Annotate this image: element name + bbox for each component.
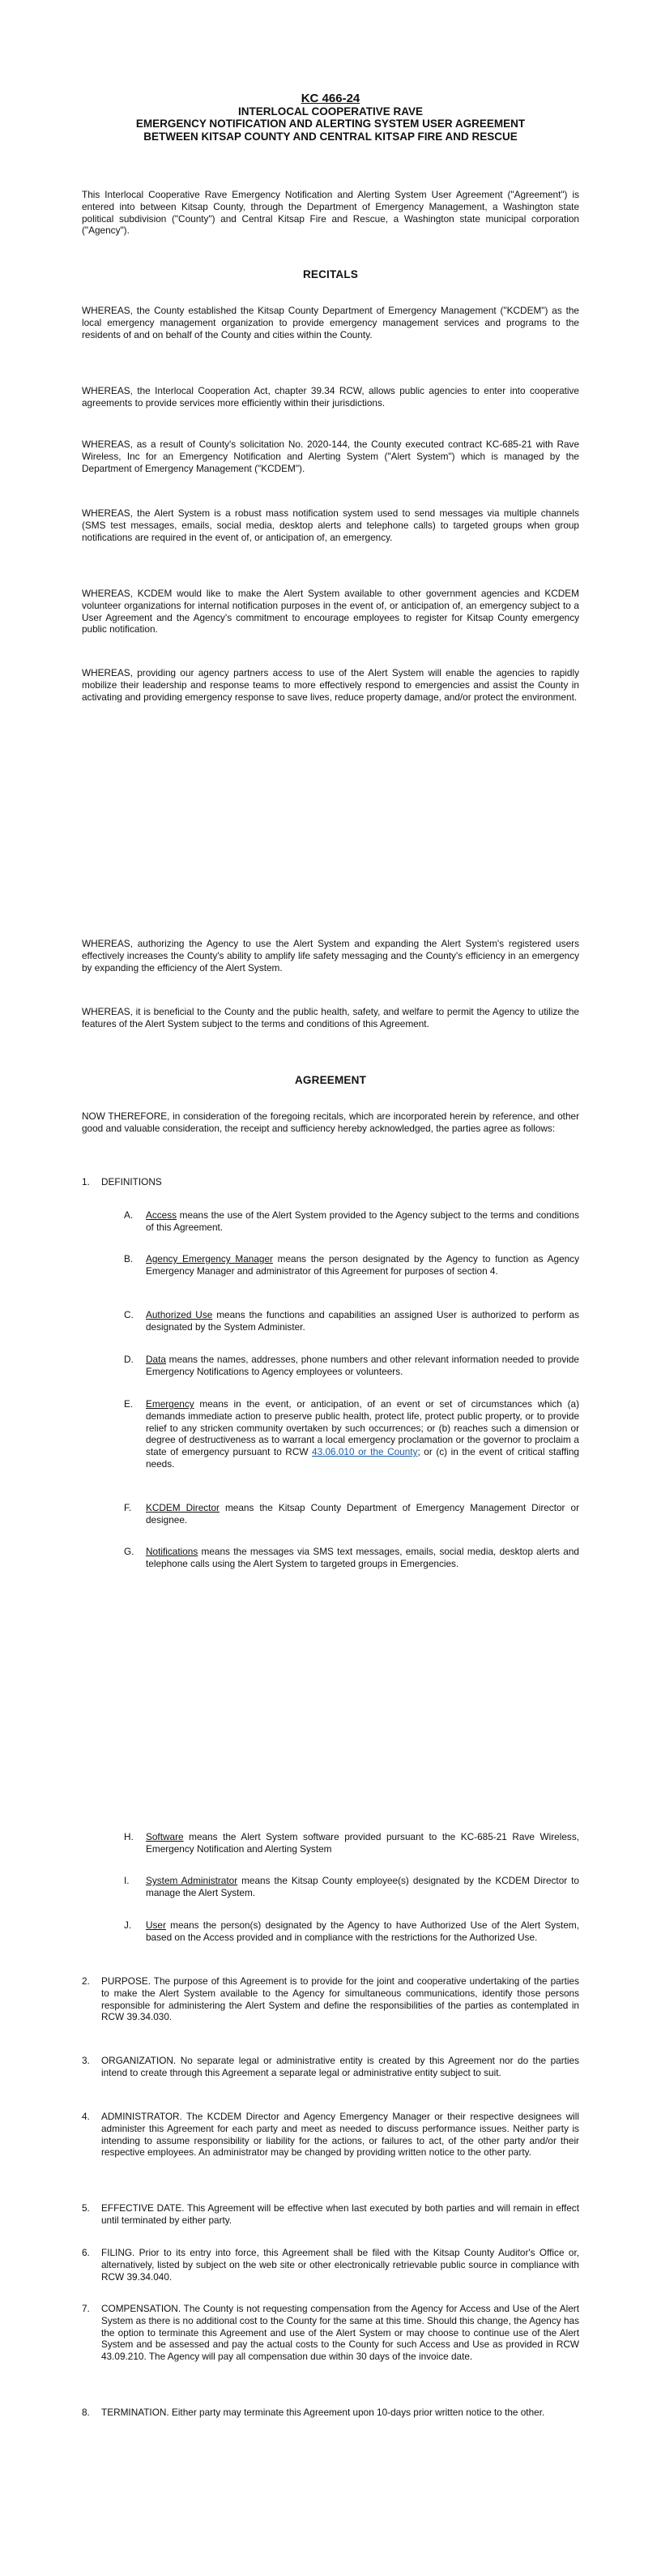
section-number-4: 4.	[82, 2111, 90, 2122]
section-number-1: 1.	[82, 1176, 90, 1187]
intro-paragraph: This Interlocal Cooperative Rave Emergency Notification and Alerting System User Agreement ("Agreement") is entered into between Kitsap County, through the Department of Emergency Management, a Washington state political subdivision ("County") and Central Kitsap Fire and Rescue, a Washington state municipal corporation ("Agency").	[82, 189, 579, 237]
definition-notifications	[146, 1546, 579, 1570]
definition-software	[146, 1831, 579, 1855]
definition-text: means the Alert System software provided pursuant to the KC-685-21 Rave Wireless, Emergency Notification and Alerting System	[146, 1831, 579, 1855]
definition-term: Authorized Use	[146, 1309, 213, 1320]
recital-paragraph-7: WHEREAS, authorizing the Agency to use the Alert System and expanding the Alert System's registered users effectively increases the County's ability to amplify life safety messaging and the County's efficiency in an emergency by expanding the efficiency of the Alert System.	[82, 938, 579, 973]
agreement-intro: NOW THEREFORE, in consideration of the foregoing recitals, which are incorporated herein by reference, and other good and valuable consideration, the receipt and sufficiency hereby acknowledged, the parties agree as follows:	[82, 1110, 579, 1134]
recital-paragraph-4: WHEREAS, the Alert System is a robust mass notification system used to send messages via multiple channels (SMS test messages, emails, social media, desktop alerts and telephone calls) to targeted groups when group notifications are required in the event of, or anticipation of, an emergency.	[82, 507, 579, 543]
definition-authorized-use	[146, 1309, 579, 1333]
definition-term: Software	[146, 1831, 184, 1842]
document-title-line-2: EMERGENCY NOTIFICATION AND ALERTING SYSTEM USER AGREEMENT	[135, 118, 526, 130]
recitals-heading: RECITALS	[302, 268, 359, 280]
definition-system-administrator	[146, 1875, 579, 1899]
section-number-5: 5.	[82, 2202, 90, 2214]
definition-label-c: C.	[124, 1309, 134, 1320]
definition-term: Access	[146, 1209, 177, 1221]
definition-text: means the person designated by the Agency to function as Agency Emergency Manager and administrator of this Agreement for purposes of section 4.	[146, 1253, 579, 1277]
definition-label-b: B.	[124, 1253, 134, 1264]
section-number-2: 2.	[82, 1975, 90, 1987]
definition-term: Data	[146, 1354, 166, 1365]
definition-text: means in the event, or anticipation, of an event or set of circumstances which (a) demands immediate action to preserve public health, protect life, protect public property, or to provide relief to any stricken community overtaken by such occurrences; or (b) reaches such a dimension or degree of destructiveness as to warrant a local emergency proclamation or the governor to proclaim a state of emergency pursuant to RCW	[146, 1398, 579, 1458]
definition-label-j: J.	[124, 1919, 132, 1931]
definition-term: Emergency	[146, 1398, 194, 1410]
definition-text: means the messages via SMS text messages, emails, social media, desktop alerts and telephone calls using the Alert System to targeted groups in Emergencies.	[146, 1546, 579, 1569]
agreement-heading: AGREEMENT	[294, 1074, 367, 1086]
definition-term: Notifications	[146, 1546, 198, 1557]
definition-data	[146, 1354, 579, 1378]
definition-text: means the names, addresses, phone numbers and other relevant information needed to provide Emergency Notifications to Agency employees or volunteers.	[146, 1354, 579, 1377]
document-title-line-3: BETWEEN KITSAP COUNTY AND CENTRAL KITSAP FIRE AND RESCUE	[143, 130, 518, 143]
definition-access	[146, 1209, 579, 1234]
definition-label-i: I.	[124, 1875, 130, 1886]
definition-term: User	[146, 1919, 166, 1931]
definition-label-h: H.	[124, 1831, 134, 1842]
section-effective-date: EFFECTIVE DATE. This Agreement will be effective when last executed by both parties and will remain in effect until terminated by either party.	[101, 2202, 579, 2226]
section-termination: TERMINATION. Either party may terminate this Agreement upon 10-days prior written notice to the other.	[101, 2407, 545, 2418]
recital-paragraph-2: WHEREAS, the Interlocal Cooperation Act, chapter 39.34 RCW, allows public agencies to enter into cooperative agreements to provide services more efficiently within their jurisdictions.	[82, 385, 579, 409]
definition-term: KCDEM Director	[146, 1502, 220, 1513]
section-title-definitions: DEFINITIONS	[101, 1176, 162, 1187]
section-purpose: PURPOSE. The purpose of this Agreement is to provide for the joint and cooperative undertaking of the parties to make the Alert System available to the Agency for simultaneous communications, identify those persons responsible for administering the Alert System and define the responsibilities of the parties as contemplated in RCW 39.34.030.	[101, 1975, 579, 2023]
document-title-line-1: INTERLOCAL COOPERATIVE RAVE	[237, 105, 424, 118]
definition-user	[146, 1919, 579, 1944]
definition-text: means the use of the Alert System provided to the Agency subject to the terms and conditions of this Agreement.	[146, 1209, 579, 1233]
recital-paragraph-8: WHEREAS, it is beneficial to the County and the public health, safety, and welfare to permit the Agency to utilize the features of the Alert System subject to the terms and conditions of this Agreement.	[82, 1006, 579, 1029]
section-organization: ORGANIZATION. No separate legal or administrative entity is created by this Agreement nor do the parties intend to create through this Agreement a separate legal or administrative entity subject to suit.	[101, 2055, 579, 2078]
definition-label-d: D.	[124, 1354, 134, 1365]
definition-agency-emergency-manager	[146, 1253, 579, 1277]
definition-kcdem-director	[146, 1502, 579, 1526]
definition-label-e: E.	[124, 1398, 134, 1410]
definition-text: means the Kitsap County employee(s) designated by the KCDEM Director to manage the Alert System.	[146, 1875, 579, 1898]
rcw-link[interactable]: 43.06.010 or the County	[312, 1446, 418, 1458]
section-administrator: ADMINISTRATOR. The KCDEM Director and Agency Emergency Manager or their respective designees will administer this Agreement for each party and meet as needed to discuss performance issues. Neither party is intending to assume responsibility or liability for the actions, or failures to act, of the other party and/or their respective employees. An administrator may be changed by providing written notice to the other party.	[101, 2111, 579, 2159]
recital-paragraph-5: WHEREAS, KCDEM would like to make the Alert System available to other government agencies and KCDEM volunteer organizations for internal notification purposes in the event of, or anticipation of, an emergency subject to a User Agreement and the Agency's commitment to encourage employees to register for Kitsap County emergency public notification.	[82, 588, 579, 635]
definition-term: System Administrator	[146, 1875, 238, 1886]
section-compensation: COMPENSATION. The County is not requesting compensation from the Agency for Access and Use of the Alert System as there is no additional cost to the County for the same at this time. Should this change, the Agency has the option to terminate this Agreement and use of the Alert System or may choose to continue use of the Alert System and be assessed and pay the actual costs to the County for such Access and Use as provided in RCW 43.09.210. The Agency will pay all compensation due within 30 days of the invoice date.	[101, 2303, 579, 2363]
document-number: KC 466-24	[301, 92, 360, 105]
definition-label-f: F.	[124, 1502, 132, 1513]
section-number-6: 6.	[82, 2247, 90, 2258]
recital-paragraph-1: WHEREAS, the County established the Kitsap County Department of Emergency Management ("KCDEM") as the local emergency management organization to provide emergency management services and programs to the residents of and on behalf of the County and cities within the County.	[82, 305, 579, 340]
section-number-7: 7.	[82, 2303, 90, 2314]
section-number-8: 8.	[82, 2407, 90, 2418]
definition-term: Agency Emergency Manager	[146, 1253, 273, 1264]
definition-label-g: G.	[124, 1546, 134, 1557]
section-filing: FILING. Prior to its entry into force, this Agreement shall be filed with the Kitsap County Auditor's Office or, alternatively, listed by subject on the web site or other electronically retrievable public source in compliance with RCW 39.34.040.	[101, 2247, 579, 2283]
definition-text: means the Kitsap County Department of Emergency Management Director or designee.	[146, 1502, 579, 1525]
section-number-3: 3.	[82, 2055, 90, 2066]
recital-paragraph-6: WHEREAS, providing our agency partners access to use of the Alert System will enable the agencies to rapidly mobilize their leadership and response teams to more effectively respond to emergencies and assist the County in activating and providing emergency response to save lives, reduce property damage, and/or protect the environment.	[82, 667, 579, 703]
recital-paragraph-3: WHEREAS, as a result of County's solicitation No. 2020-144, the County executed contract KC-685-21 with Rave Wireless, Inc for an Emergency Notification and Alerting System ("Alert System") which is managed by the Department of Emergency Management ("KCDEM").	[82, 439, 579, 474]
document-header	[0, 92, 661, 143]
definition-emergency	[146, 1398, 579, 1470]
definition-text: means the person(s) designated by the Agency to have Authorized Use of the Alert System, based on the Access provided and in compliance with the restrictions for the Authorized Use.	[146, 1919, 579, 1943]
definition-text-after: ; or (c) in the event of critical staffing needs.	[146, 1446, 579, 1470]
definition-text: means the functions and capabilities an assigned User is authorized to perform as designated by the System Administer.	[146, 1309, 580, 1333]
definition-label-a: A.	[124, 1209, 134, 1221]
